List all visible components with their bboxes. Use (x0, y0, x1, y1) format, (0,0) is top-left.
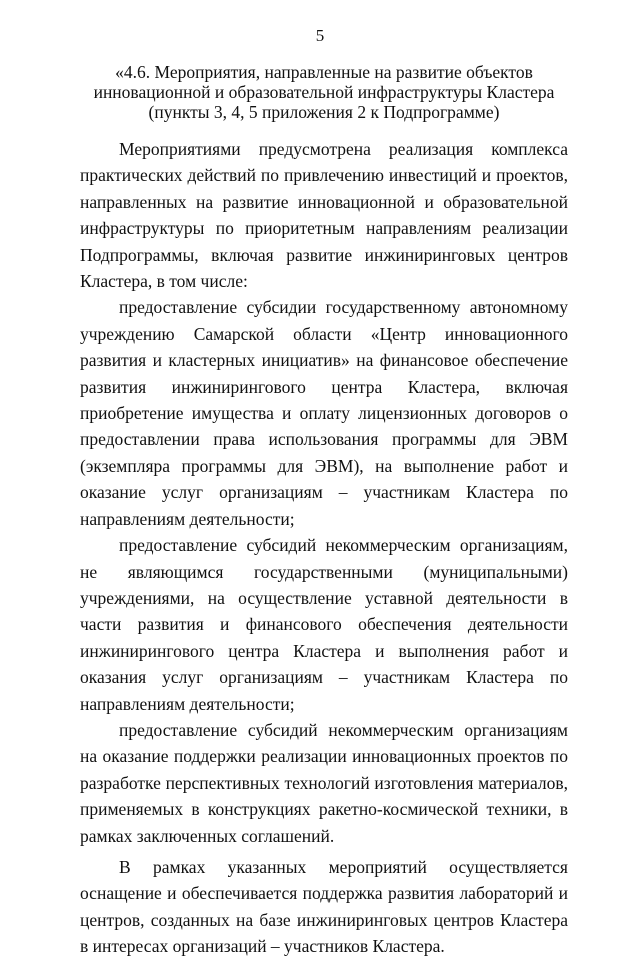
paragraph-subsidy-nonprofit: предоставление субсидий некоммерческим организациям, не являющимся государственными (муниципальными) учреждениями, на осуществление уставной деятельности в части развития и финансового обеспечения деятельности инжинирингового центра Кластера и выполнения работ и оказания услуг организациям – участникам Кластера по направлениям деятельности; (80, 535, 568, 714)
section-heading-line: инновационной и образовательной инфраструктуры Кластера (93, 82, 555, 102)
section-heading-line: «4.6. Мероприятия, направленные на развитие объектов (115, 62, 533, 82)
section-heading-line: (пункты 3, 4, 5 приложения 2 к Подпрограмме) (148, 102, 500, 122)
paragraph-laboratories: В рамках указанных мероприятий осуществляется оснащение и обеспечивается поддержка развития лабораторий и центров, созданных на базе инжиниринговых центров Кластера в интересах организаций – участников Кластера. (80, 856, 568, 957)
page-number: 5 (315, 26, 325, 45)
body-text (80, 136, 568, 960)
paragraph-subsidy-projects: предоставление субсидий некоммерческим организациям на оказание поддержки реализации инновационных проектов по разработке перспективных технологий изготовления материалов, применяемых в конструкциях ракетно-космической техники, в рамках заключенных соглашений. (80, 719, 568, 846)
paragraph-subsidy-center: предоставление субсидии государственному автономному учреждению Самарской области «Центр инновационного развития и кластерных инициатив» на финансовое обеспечение развития инжинирингового центра Кластера, включая приобретение имущества и оплату лицензионных договоров о предоставлении права использования программы для ЭВМ (экземпляра программы для ЭВМ), на выполнение работ и оказание услуг организациям – участникам Кластера по направлениям деятельности; (80, 297, 568, 529)
section-heading (80, 62, 568, 122)
paragraph-intro: Мероприятиями предусмотрена реализация комплекса практических действий по привлечению инвестиций и проектов, направленных на развитие инновационной и образовательной инфраструктуры по приоритетным направлениям реализации Подпрограммы, включая развитие инжиниринговых центров Кластера, в том числе: (80, 139, 568, 292)
